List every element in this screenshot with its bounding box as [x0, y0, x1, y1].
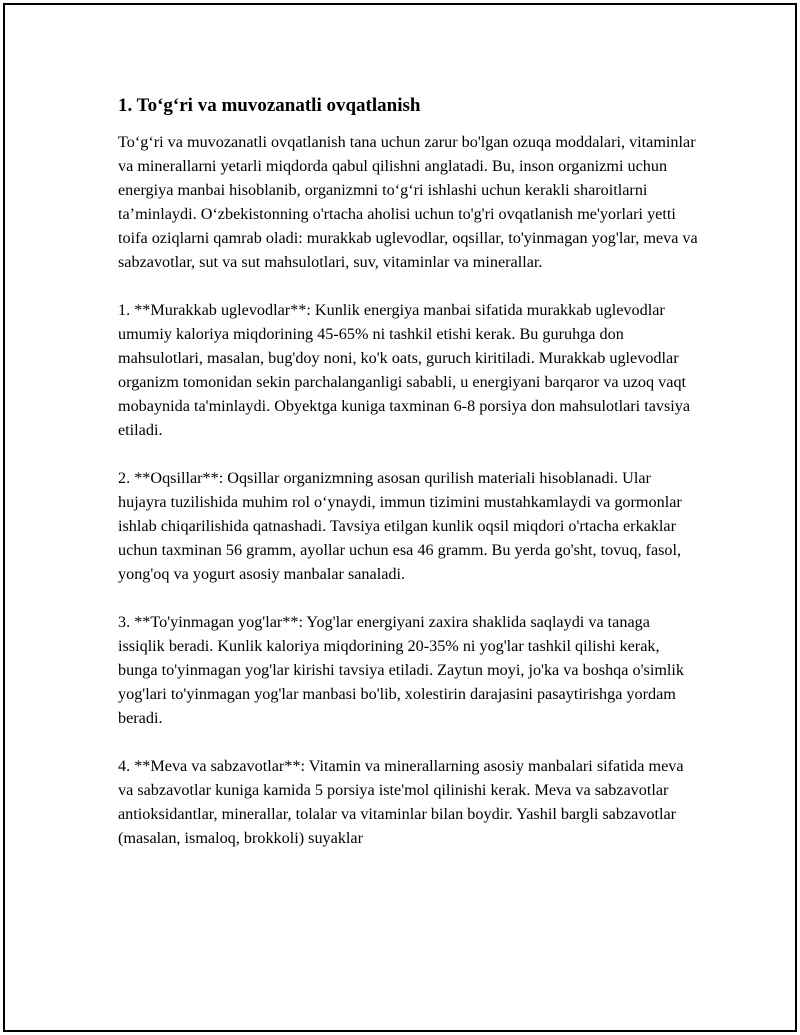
paragraph-fruits-vegetables: 4. **Meva va sabzavotlar**: Vitamin va minerallarning asosiy manbalari sifatida meva va sabzavotlar kuniga kamida 5 porsiya iste'mol qilinishi kerak. Meva va sabzavotlar antioksidantlar, minerallar, tolalar va vitaminlar bilan boydir. Yashil bargli sabzavotlar (masalan, ismaloq, brokkoli) suyaklar — [118, 757, 684, 847]
paragraph-unsaturated-fats: 3. **To'yinmagan yog'lar**: Yog'lar energiyani zaxira shaklida saqlaydi va tanaga issiqlik beradi. Kunlik kaloriya miqdorining 20-35% ni yog'lar tashkil qilishi kerak, bunga to'yinmagan yog'lar kirishi tavsiya etiladi. Zaytun moyi, jo'ka va boshqa o'simlik yog'lari to'yinmagan yog'lar manbasi bo'lib, xolestirin darajasini pasaytirishga yordam beradi. — [118, 613, 684, 727]
paragraph-carbohydrates: 1. **Murakkab uglevodlar**: Kunlik energiya manbai sifatida murakkab uglevodlar umumiy kaloriya miqdorining 45-65% ni tashkil etishi kerak. Bu guruhga don mahsulotlari, masalan, bug'doy noni, ko'k oats, guruch kiritiladi. Murakkab uglevodlar organizm tomonidan sekin parchalanganligi sababli, u energiyani barqaror va uzoq vaqt mobaynida ta'minlaydi. Obyektga kuniga taxminan 6-8 porsiya don mahsulotlari tavsiya etiladi. — [118, 301, 691, 439]
section-heading: 1. To‘g‘ri va muvozanatli ovqatlanish — [118, 95, 421, 116]
document-page — [118, 92, 698, 874]
paragraph-proteins: 2. **Oqsillar**: Oqsillar organizmning asosan qurilish materiali hisoblanadi. Ular hujayra tuzilishida muhim rol o‘ynaydi, immun tizimini mustahkamlaydi va gormonlar ishlab chiqarilishida qatnashadi. Tavsiya etilgan kunlik oqsil miqdori o'rtacha erkaklar uchun taxminan 56 gramm, ayollar uchun esa 46 gramm. Bu yerda go'sht, tovuq, fasol, yong'oq va yogurt asosiy manbalar sanaladi. — [118, 469, 682, 583]
intro-paragraph: To‘g‘ri va muvozanatli ovqatlanish tana uchun zarur bo'lgan ozuqa moddalari, vitaminlar va minerallarni yetarli miqdorda qabul qilishni anglatadi. Bu, inson organizmi uchun energiya manbai hisoblanib, organizmni to‘g‘ri ishlashi uchun kerakli sharoitlarni ta’minlaydi. O‘zbekistonning o'rtacha aholisi uchun to'g'ri ovqatlanish me'yorlari yetti toifa oziqlarni qamrab oladi: murakkab uglevodlar, oqsillar, to'yinmagan yog'lar, meva va sabzavotlar, sut va sut mahsulotlari, suv, vitaminlar va minerallar. — [118, 133, 698, 271]
